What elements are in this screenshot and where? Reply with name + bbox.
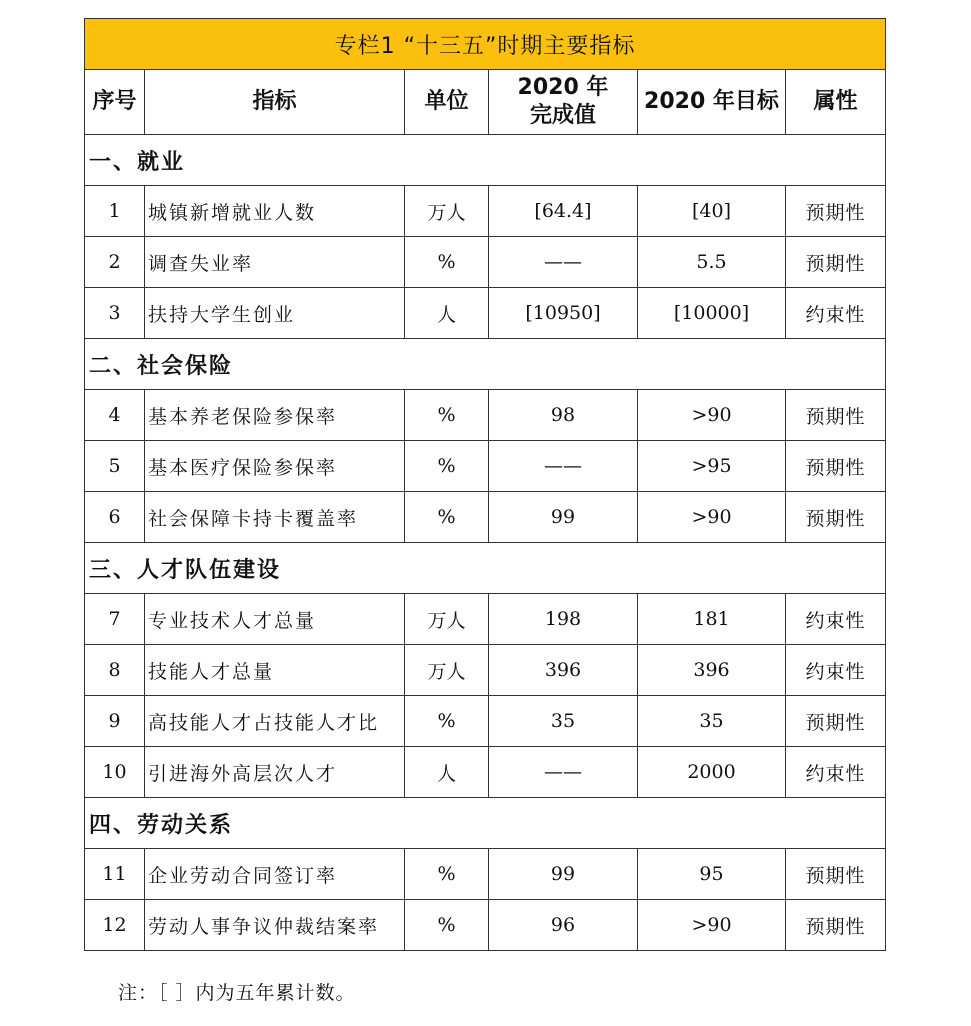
cell-target: 5.5 [638,237,786,288]
cell-attribute: 预期性 [786,900,886,951]
cell-seq: 7 [85,594,145,645]
cell-attribute: 预期性 [786,390,886,441]
cell-actual: [10950] [489,288,638,339]
cell-seq: 11 [85,849,145,900]
cell-unit: % [405,237,489,288]
cell-attribute: 约束性 [786,288,886,339]
cell-seq: 5 [85,441,145,492]
section-title: 二、社会保险 [85,339,886,390]
table-row [85,696,886,747]
section-row [85,543,886,594]
cell-unit: 万人 [405,594,489,645]
cell-target: 396 [638,645,786,696]
table-row [85,288,886,339]
cell-target: >90 [638,900,786,951]
cell-seq: 3 [85,288,145,339]
cell-target: 2000 [638,747,786,798]
cell-indicator: 基本医疗保险参保率 [145,441,405,492]
table-row [85,441,886,492]
table-title: 专栏1 “十三五”时期主要指标 [85,19,886,70]
cell-actual: 99 [489,849,638,900]
cell-attribute: 预期性 [786,492,886,543]
cell-unit: % [405,441,489,492]
cell-actual: —— [489,237,638,288]
table-row [85,186,886,237]
cell-attribute: 预期性 [786,441,886,492]
header-indicator: 指标 [145,70,405,135]
cell-indicator: 高技能人才占技能人才比 [145,696,405,747]
cell-indicator: 专业技术人才总量 [145,594,405,645]
cell-seq: 10 [85,747,145,798]
cell-unit: 人 [405,288,489,339]
cell-indicator: 调查失业率 [145,237,405,288]
cell-attribute: 约束性 [786,747,886,798]
cell-target: [10000] [638,288,786,339]
cell-target: >90 [638,492,786,543]
table-body [85,135,886,951]
cell-indicator: 引进海外高层次人才 [145,747,405,798]
header-unit: 单位 [405,70,489,135]
cell-actual: 99 [489,492,638,543]
header-row [85,70,886,135]
cell-actual: [64.4] [489,186,638,237]
cell-seq: 6 [85,492,145,543]
cell-unit: % [405,390,489,441]
cell-seq: 1 [85,186,145,237]
section-row [85,798,886,849]
cell-actual: 96 [489,900,638,951]
header-attribute: 属性 [786,70,886,135]
cell-target: [40] [638,186,786,237]
cell-indicator: 企业劳动合同签订率 [145,849,405,900]
cell-indicator: 技能人才总量 [145,645,405,696]
table-row [85,594,886,645]
cell-attribute: 约束性 [786,594,886,645]
footnote: 注：［ ］内为五年累计数。 [118,982,356,1004]
header-target: 2020 年目标 [638,70,786,135]
section-title: 一、就业 [85,135,886,186]
header-seq: 序号 [85,70,145,135]
cell-actual: —— [489,747,638,798]
cell-indicator: 劳动人事争议仲裁结案率 [145,900,405,951]
cell-attribute: 预期性 [786,696,886,747]
cell-unit: 人 [405,747,489,798]
cell-target: 35 [638,696,786,747]
header-actual [489,70,638,135]
cell-seq: 8 [85,645,145,696]
section-row [85,135,886,186]
indicators-table [84,18,886,951]
table-row [85,390,886,441]
cell-indicator: 城镇新增就业人数 [145,186,405,237]
cell-indicator: 基本养老保险参保率 [145,390,405,441]
cell-attribute: 预期性 [786,849,886,900]
cell-seq: 4 [85,390,145,441]
cell-target: >90 [638,390,786,441]
cell-attribute: 预期性 [786,237,886,288]
table-row [85,492,886,543]
header-actual-line1: 2020 年 [517,75,609,100]
cell-target: 181 [638,594,786,645]
table-row [85,747,886,798]
header-actual-line2: 完成值 [529,103,596,128]
cell-unit: % [405,900,489,951]
cell-unit: 万人 [405,645,489,696]
cell-unit: % [405,696,489,747]
cell-target: >95 [638,441,786,492]
cell-indicator: 扶持大学生创业 [145,288,405,339]
cell-actual: 35 [489,696,638,747]
section-title: 四、劳动关系 [85,798,886,849]
section-row [85,339,886,390]
cell-target: 95 [638,849,786,900]
cell-attribute: 预期性 [786,186,886,237]
table-row [85,849,886,900]
cell-attribute: 约束性 [786,645,886,696]
cell-unit: % [405,492,489,543]
cell-actual: 396 [489,645,638,696]
table-row [85,237,886,288]
title-row [85,19,886,70]
cell-seq: 9 [85,696,145,747]
cell-seq: 2 [85,237,145,288]
cell-actual: 98 [489,390,638,441]
cell-indicator: 社会保障卡持卡覆盖率 [145,492,405,543]
section-title: 三、人才队伍建设 [85,543,886,594]
cell-actual: —— [489,441,638,492]
cell-actual: 198 [489,594,638,645]
cell-unit: 万人 [405,186,489,237]
cell-unit: % [405,849,489,900]
cell-seq: 12 [85,900,145,951]
table-row [85,900,886,951]
table-row [85,645,886,696]
